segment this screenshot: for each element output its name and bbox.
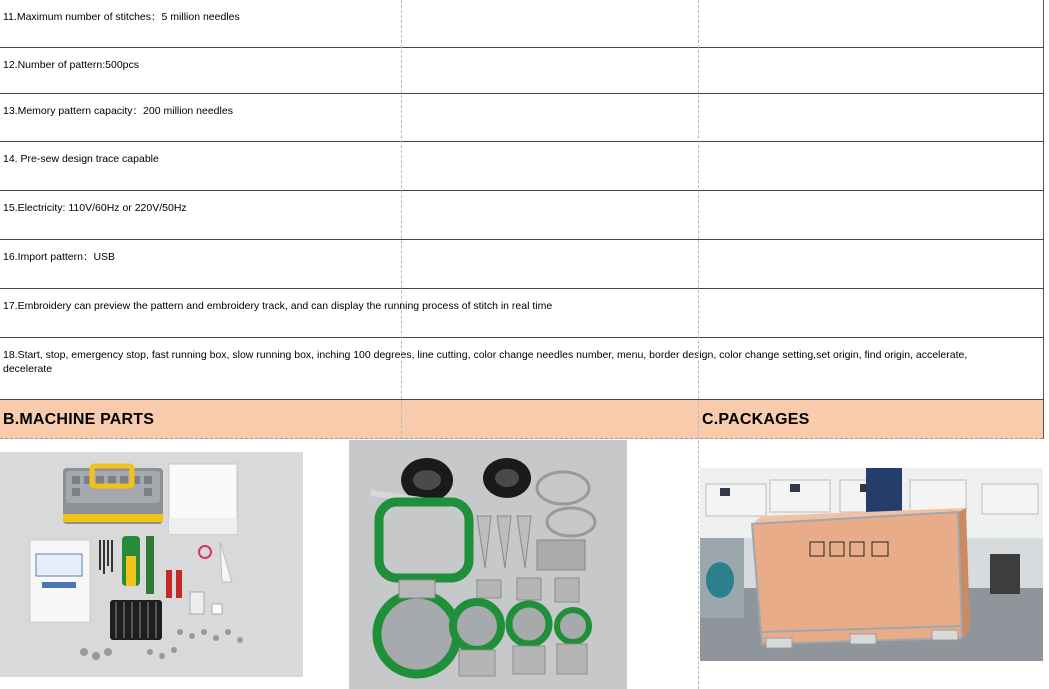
column-divider <box>1043 0 1044 439</box>
spec-row-16 <box>0 240 1043 289</box>
spec-text: 12.Number of pattern:500pcs <box>3 59 139 71</box>
spec-row-15 <box>0 191 1043 240</box>
spec-text: 17.Embroidery can preview the pattern and embroidery track, and can display the running process of stitch in real time <box>3 300 553 312</box>
spec-row-12 <box>0 48 1043 94</box>
spec-text: 13.Memory pattern capacity：200 million needles <box>3 105 233 117</box>
spec-text: 14. Pre-sew design trace capable <box>3 153 159 165</box>
hoop-frames-photo <box>349 440 627 689</box>
spec-row-18 <box>0 338 1043 400</box>
spec-row-14 <box>0 142 1043 191</box>
spec-text: 16.Import pattern：USB <box>3 251 116 263</box>
spec-row-17 <box>0 289 1043 338</box>
spec-row-11 <box>0 0 1043 48</box>
machine-parts-title: B.MACHINE PARTS <box>3 411 155 428</box>
packages-title: C.PACKAGES <box>702 411 810 428</box>
spec-text: 11.Maximum number of stitches：5 million needles <box>3 11 240 23</box>
section-header-band <box>0 400 1043 439</box>
column-divider <box>698 0 699 689</box>
spec-text: 18.Start, stop, emergency stop, fast running box, slow running box, inching 100 degrees, line cutting, color change needles number, menu, border design, color change setting,set origin, find origin, accelerate, decelerate <box>3 349 968 375</box>
wooden-crate-photo <box>700 468 1043 661</box>
spec-text: 15.Electricity: 110V/60Hz or 220V/50Hz <box>3 202 187 214</box>
spec-row-13 <box>0 94 1043 142</box>
accessory-kit-photo <box>0 452 303 677</box>
